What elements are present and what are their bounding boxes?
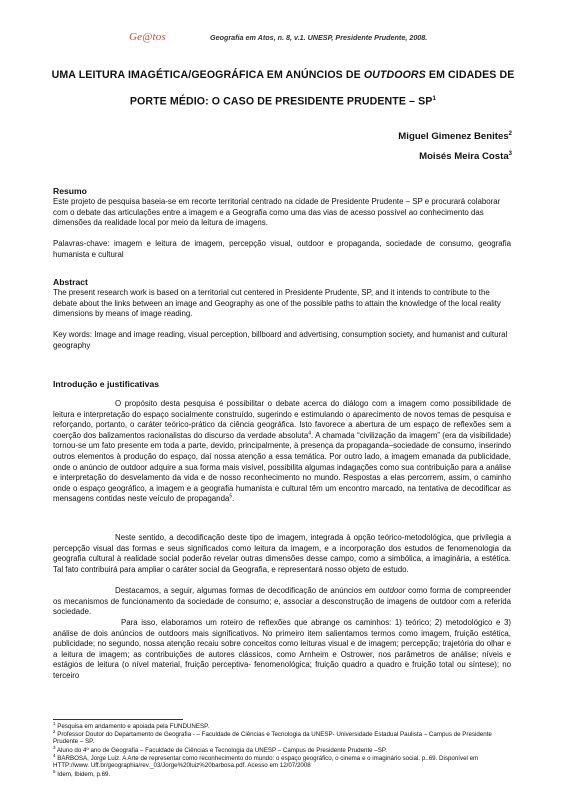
- resumo-keywords: Palavras-chave: imagem e leitura de imagem, percepção visual, outdoor e propaganda, sociedade de consumo, geografia humanista e cultural: [53, 239, 511, 259]
- intro-heading: Introdução e justificativas: [53, 379, 160, 389]
- footnote-text: Pesquisa em andamento e apoiada pela FUNDUNESP.: [55, 723, 210, 730]
- author-footnote-ref: 3: [508, 151, 512, 157]
- paragraph-italic: outdoor: [378, 586, 406, 595]
- journal-header: Geografia em Atos, n. 8, v.1. UNESP, Presidente Prudente, 2008.: [210, 33, 428, 42]
- intro-paragraph-1: [53, 399, 511, 505]
- title-italic: OUTDOORS: [363, 69, 426, 81]
- paragraph-text: Destacamos, a seguir, algumas formas de decodificação de anúncios em: [115, 586, 379, 595]
- paragraph-text: . A chamada “civilização da imagem” (era da visibilidade) tornou-se um fato presente em toda a parte, devido, principalmente, à presença da propaganda–sociedade de consumo, inserindo outros elementos à produção do espaço, daí nossa atenção a essa temática. Por outro lado, a imagem emanada da publicidade, onde o anúncio de outdoor adquire a sua forma mais visível, possibilita algumas indagações como sua contribuição para a análise e interpretação do desvelamento da vida e de nosso reconhecimento no mundo. Respostas a elas percorrem, assim, o caminho onde o espaço geográfico, a imagem e a geografia humanista e cultural têm um encontro marcado, na tentativa de decodificar as mensagens contidas neste veículo de propaganda: [53, 430, 512, 504]
- abstract-text: The present research work is based on a territorial cut centered in Presidente Prudente, SP, and it intends to contribute to the debate about the links between an image and Geography as one of the possible paths to attain the knowledge of the local reality dimensions by means of image reading.: [53, 288, 501, 319]
- resumo-text: Este projeto de pesquisa baseia-se em recorte territorial centrado na cidade de Presidente Prudente – SP e procurará colaborar com o debate das articulações entre a imagem e a Geografia como uma das vias de acesso possível ao conhecimento das dimensões da realidade local por meio da leitura de imagens.: [53, 197, 501, 228]
- footnote-number: 2: [53, 728, 56, 734]
- title-footnote-ref: 1: [432, 95, 437, 102]
- journal-logo: Ge@tos: [129, 31, 166, 43]
- footnote-number: 5: [53, 768, 56, 774]
- footnote-number: 4: [53, 752, 56, 758]
- intro-paragraph-3: [53, 586, 511, 618]
- footnote-5: [53, 768, 513, 778]
- author-footnote-ref: 2: [508, 131, 512, 137]
- footnote-1: [53, 720, 513, 730]
- footnote-ref: 5: [229, 493, 233, 500]
- abstract-keywords: Key words: Image and image reading, visual perception, billboard and advertising, consumption society, and humanist and cultural geography: [53, 330, 508, 350]
- footnote-separator: [53, 719, 183, 720]
- paragraph-text: .: [232, 494, 235, 504]
- author-1: [398, 131, 512, 142]
- footnote-number: 3: [53, 744, 56, 750]
- intro-paragraph-4: Para isso, elaboramos um roteiro de reflexões que abrange os caminhos: 1) teórico; 2) metodológico e 3) análise de dois anúncios de outdoors mais significativos. No primeiro item salientamos termos como imagem, fruição estética, publicidade; no segundo, nossa atenção recaiu sobre conceitos como leituras visual e de imagem; percepção; trajetória do olhar e a leitura de imagem; as contribuições de autores clássicos, como Arnheim e Ostrower, nos parâmetros de análise; níveis e estágios de leitura (o nível material, fruição perceptiva- fenomenológica; fruição quadro a quadro e fruição total ou síntese); no terceiro: [53, 618, 511, 680]
- footnote-text: Professor Doutor do Departamento de Geografia - – Faculdade de Ciências e Tecnologia da UNESP- Universidade Estadual Paulista – Campus de Presidente Prudente – SP.: [53, 731, 492, 746]
- footnote-text: Aluno do 4º ano de Geografia – Faculdade de Ciências e Tecnologia da UNESP – Campus de Presidente Prudente –SP.: [55, 747, 387, 754]
- author-2: [419, 151, 512, 162]
- footnote-4: [53, 752, 513, 770]
- footnote-2: [53, 728, 513, 746]
- paragraph-text: O propósito desta pesquisa é possibilitar o debate acerca do diálogo com a imagem como possibilidade de leitura e interpretação do espaço socialmente construído, sugerindo e estimulando o aparecimento de novos temas de pesquisa e reforçando, portanto, o caráter teórico-prático da ciência geográfica. Isto favorece a abertura de um espaço de reflexões sem a coerção dos balizamentos racionalistas do discurso da verdade absoluta: [53, 399, 511, 440]
- abstract-heading: Abstract: [53, 277, 88, 287]
- footnote-text: Idem, Ibidem, p.69.: [55, 771, 111, 778]
- title-part1: UMA LEITURA IMAGÉTICA/GEOGRÁFICA EM ANÚNCIOS DE: [51, 69, 364, 81]
- intro-paragraph-2: Neste sentido, a decodificação deste tipo de imagem, integrada à opção teórico-metodológica, que privilegia a percepção visual das formas e seus significados como leitura da imagem, e a incorporação dos estudos de fenomenologia da geografia cultural à realidade social poderão revelar outras dimensões desse campo, como a simbólica, a imaginária, a estética. Tal fato contribuirá para ampliar o caráter social da Geografia, e representará nosso objeto de estudo.: [53, 533, 511, 574]
- author-name: Moisés Meira Costa: [419, 151, 509, 163]
- title-part2: EM CIDADES DE PORTE MÉDIO: O CASO DE PRESIDENTE PRUDENTE – SP: [129, 69, 515, 108]
- resumo-heading: Resumo: [53, 186, 87, 196]
- author-name: Miguel Gimenez Benites: [398, 131, 509, 143]
- footnote-ref: 4: [308, 430, 312, 437]
- footnote-text: BARBOSA, Jorge Luiz. A Arte de representar como reconhecimento do mundo: o espaço geográfico, o cinema e o imaginário social. p..69. Disponível em HTTP://www. Uff.br/geographia/rev._03/Jorge%20luiz%20barbosa.pdf. Acesso em 12/07/2008: [53, 755, 479, 770]
- footnote-3: [53, 744, 513, 754]
- paper-title: [40, 63, 526, 114]
- paragraph-text: como forma de compreender os mecanismos de funcionamento da sociedade de consumo; e, associar a desconstrução de imagens de outdoor com a referida sociedade.: [53, 586, 511, 617]
- footnote-number: 1: [53, 720, 56, 726]
